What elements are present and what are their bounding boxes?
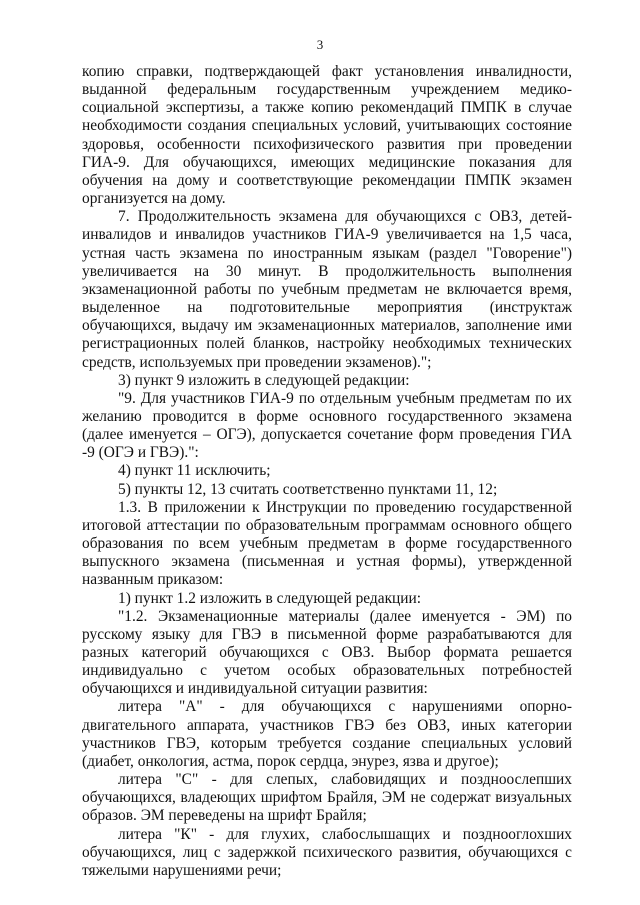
paragraph: 5) пункты 12, 13 считать соответственно пунктами 11, 12; — [118, 480, 498, 498]
paragraph: "9. Для участников ГИА-9 по отдельным учебным предметам по их желанию проводится в форме основного государственного экзамена (далее именуется – ОГЭ), допускается сочетание форм проведения ГИА -9 (ОГЭ и ГВЭ).": — [82, 389, 572, 462]
paragraph: "1.2. Экзаменационные материалы (далее именуется - ЭМ) по русскому языку для ГВЭ в письменной форме разрабатываются для разных категорий обучающихся с ОВЗ. Выбор формата решается индивидуально с учетом особых образовательных потребностей обучающихся и индивидуальной ситуации развития: — [82, 607, 572, 698]
paragraph: литера "А" - для обучающихся с нарушениями опорно-двигательного аппарата, участников ГВЭ без ОВЗ, иных категории участников ГВЭ, которым требуется создание специальных условий (диабет, онкология, астма, порок сердца, энурез, язва и другое); — [82, 698, 572, 770]
paragraph: 4) пункт 11 исключить; — [118, 462, 271, 480]
paragraph: литера "К" - для глухих, слабослышащих и позднооглохших обучающихся, лиц с задержкой психического развития, обучающихся с тяжелыми нарушениями речи; — [82, 825, 572, 879]
page-number: 3 — [316, 37, 324, 52]
paragraph: литера "С" - для слепых, слабовидящих и поздноослепших обучающихся, владеющих шрифтом Брайля, ЭМ не содержат визуальных образов. ЭМ переведены на шрифт Брайля; — [82, 771, 572, 825]
paragraph: 1.3. В приложении к Инструкции по проведению государственной итоговой аттестации по образовательным программам основного общего образования по всем учебным предметам в форме государственного выпускного экзамена (письменная и устная формы), утвержденной названным приказом: — [82, 498, 572, 589]
document-body — [82, 63, 572, 880]
paragraph: копию справки, подтверждающей факт установления инвалидности, выданной федеральным государственным учреждением медико-социальной экспертизы, а также копию рекомендаций ПМПК в случае необходимости создания специальных условий, учитывающих состояние здоровья, особенности психофизического развития при проведении ГИА-9. Для обучающихся, имеющих медицинские показания для обучения на дому и соответствующие рекомендации ПМПК экзамен организуется на дому. — [82, 63, 572, 208]
paragraph: 3) пункт 9 изложить в следующей редакции: — [118, 371, 410, 389]
paragraph: 1) пункт 1.2 изложить в следующей редакции: — [118, 589, 422, 607]
paragraph: 7. Продолжительность экзамена для обучающихся с ОВЗ, детей-инвалидов и инвалидов участников ГИА-9 увеличивается на 1,5 часа, устная часть экзамена по иностранным языкам (раздел "Говорение") увеличивается на 30 минут. В продолжительность выполнения экзаменационной работы по учебным предметам не включается время, выделенное на подготовительные мероприятия (инструктаж обучающихся, выдачу им экзаменационных материалов, заполнение ими регистрационных полей бланков, настройку необходимых технических средств, используемых при проведении экзаменов)."; — [82, 208, 572, 371]
